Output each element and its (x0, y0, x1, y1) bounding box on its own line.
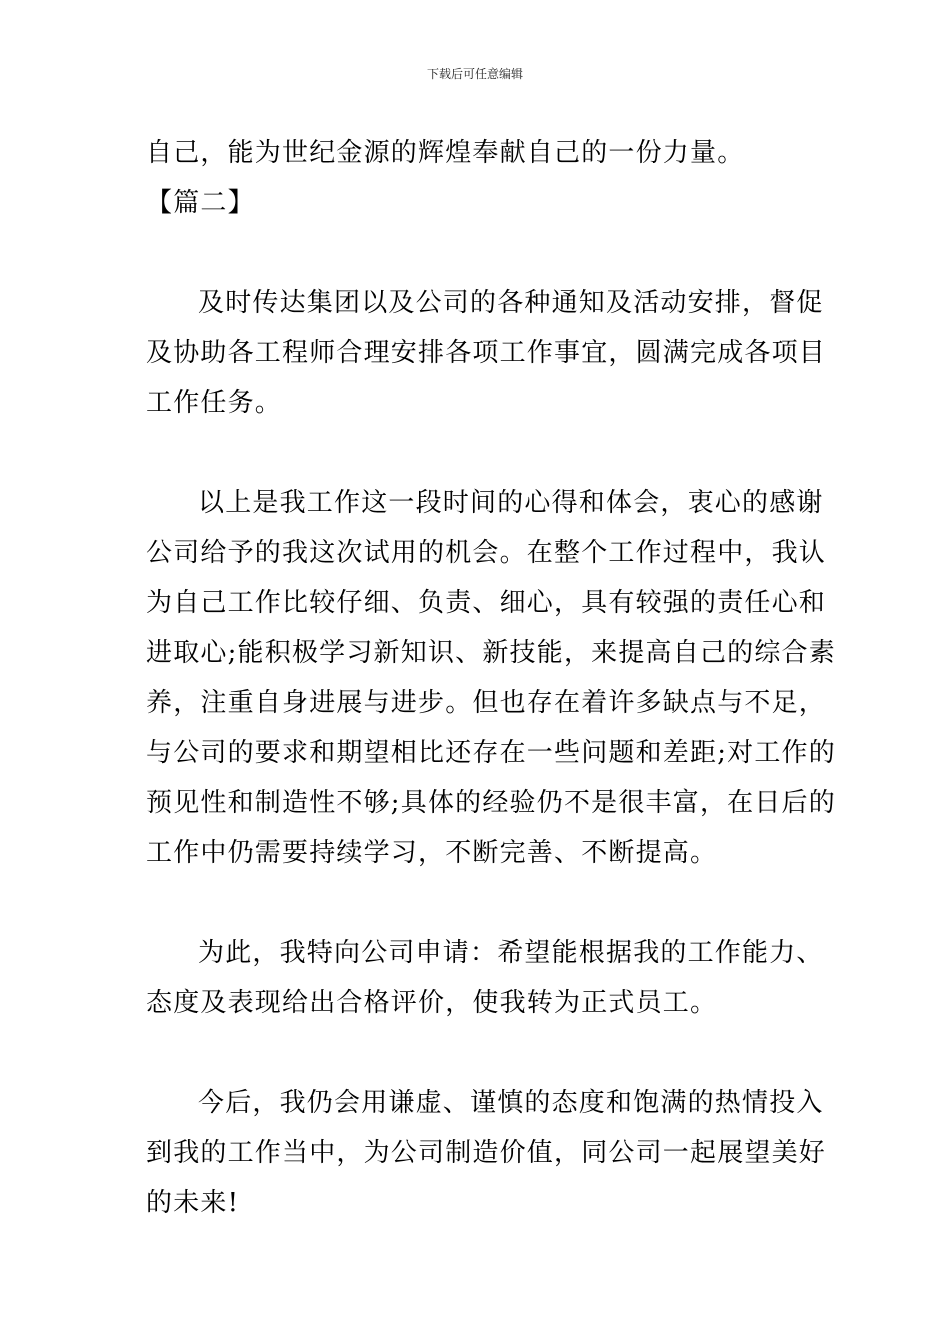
intro-line: 自己，能为世纪金源的辉煌奉献自己的一份力量。 (146, 138, 745, 168)
paragraph-line: 及协助各工程师合理安排各项工作事宜，圆满完成各项目 (146, 338, 827, 368)
section-heading: 【篇二】 (146, 188, 255, 218)
paragraph-line: 以上是我工作这一段时间的心得和体会，衷心的感谢 (198, 488, 824, 518)
paragraph-line: 今后，我仍会用谦虚、谨慎的态度和饱满的热情投入 (198, 1088, 824, 1118)
paragraph-gap (146, 878, 810, 928)
paragraph-line: 及时传达集团以及公司的各种通知及活动安排，督促 (198, 288, 824, 318)
paragraph-line: 养，注重自身进展与进步。但也存在着许多缺点与不足， (146, 688, 827, 718)
paragraph-line: 的未来! (146, 1188, 240, 1218)
paragraph-line: 预见性和制造性不够;具体的经验仍不是很丰富，在日后的 (146, 788, 836, 818)
paragraph-gap (146, 1028, 810, 1078)
paragraph-2 (146, 478, 836, 878)
paragraph-line: 与公司的要求和期望相比还存在一些问题和差距;对工作的 (146, 738, 836, 768)
paragraph-line: 到我的工作当中，为公司制造价值，同公司一起展望美好 (146, 1138, 827, 1168)
paragraph-line: 工作中仍需要持续学习，不断完善、不断提高。 (146, 838, 718, 868)
paragraph-line: 态度及表现给出合格评价，使我转为正式员工。 (146, 988, 718, 1018)
paragraph-gap (146, 228, 810, 278)
document-body (146, 128, 836, 1228)
paragraph-4 (146, 1078, 827, 1228)
paragraph-line: 为自己工作比较仔细、负责、细心，具有较强的责任心和 (146, 588, 827, 618)
paragraph-gap (146, 428, 810, 478)
paragraph-line: 工作任务。 (146, 388, 283, 418)
paragraph-line: 公司给予的我这次试用的机会。在整个工作过程中，我认 (146, 538, 827, 568)
paragraph-line: 进取心;能积极学习新知识、新技能，来提高自己的综合素 (146, 638, 836, 668)
paragraph-3 (146, 928, 824, 1028)
page-header: 下载后可任意编辑 (426, 67, 523, 81)
paragraph-1 (146, 278, 827, 428)
paragraph-line: 为此，我特向公司申请：希望能根据我的工作能力、 (198, 938, 824, 968)
